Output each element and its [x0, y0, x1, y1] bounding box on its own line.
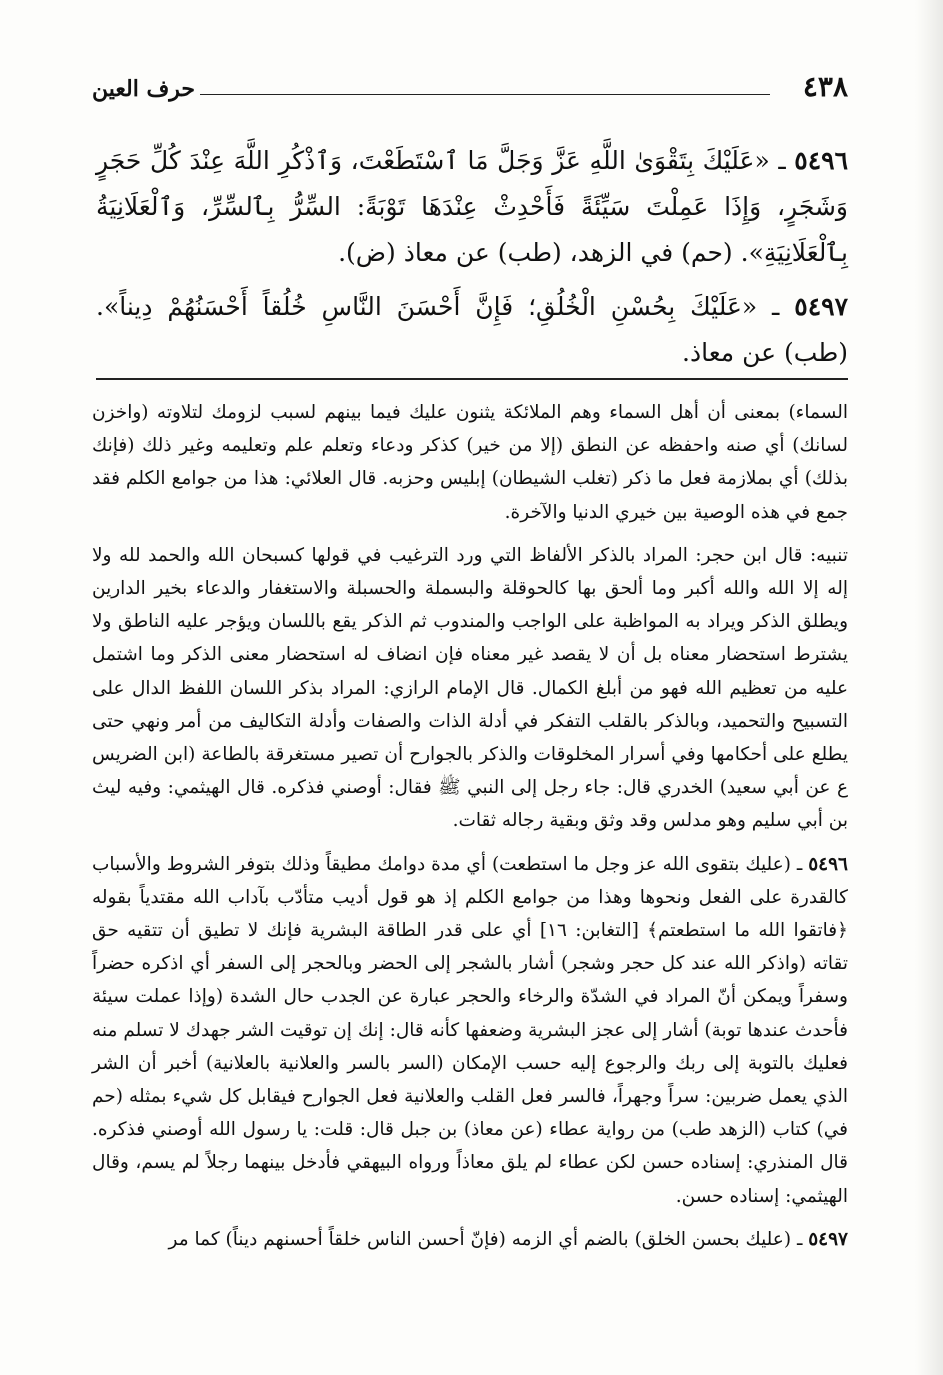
commentary-number: ٥٤٩٦: [808, 853, 848, 875]
commentary-block: [92, 396, 848, 1266]
hadith-text: ـ «عَلَيْكَ بِحُسْنِ الْخُلُقِ؛ فَإِنَّ أَحْسَنَ النَّاسِ خُلُقاً أَحْسَنُهُمْ دِيناً». (طب) عن معاذ.: [96, 292, 848, 367]
commentary-paragraph: [92, 1223, 848, 1256]
running-title: حرف العين: [92, 76, 196, 102]
commentary-text: تنبيه: قال ابن حجر: المراد بالذكر الألفاظ التي ورد الترغيب في قولها كسبحان الله والحمد لله ولا إله إلا الله والله أكبر وما ألحق بها كالحوقلة والبسملة والحسبلة والاستغفار والدعاء بخير الدارين ويطلق الذكر ويراد به المواظبة على الواجب والمندوب ثم الذكر يقع باللسان ويؤجر عليه الناطق ولا يشترط استحضار معناه بل أن لا يقصد غير معناه فإن انضاف له استحضار معنى الذكر وما اشتمل عليه من تعظيم الله فهو من أبلغ الكمال. قال الإمام الرازي: المراد بذكر اللسان اللفظ الدال على التسبيح والتحميد، وبالذكر بالقلب التفكر في أدلة الذات والصفات وأدلة التكاليف من أمر ونهي حتى يطلع على أحكامها وفي أسرار المخلوقات والذكر بالجوارح أن تصير مستغرقة بالطاعة (ابن الضريس ع عن أبي سعيد) الخدري قال: جاء رجل إلى النبي ﷺ فقال: أوصني فذكره. قال الهيثمي: وفيه ليث بن أبي سليم وهو مدلس وقد وثق وبقية رجاله ثقات.: [92, 544, 849, 832]
header-rule: [200, 94, 770, 95]
hadith-text-block: [96, 138, 848, 384]
hadith-number: ٥٤٩٦: [794, 146, 848, 175]
hadith-text: ـ «عَلَيْكَ بِتَقْوَىٰ اللَّهِ عَزَّ وَجَلَّ مَا ٱسْتَطَعْتَ، وَٱذْكُرِ اللَّهَ عِنْدَ كُلِّ حَجَرٍ وَشَجَرٍ، وَإِذَا عَمِلْتَ سَيِّئَةً فَأَحْدِثْ عِنْدَهَا تَوْبَةً: السِّرُّ بِٱلسِّرِّ، وَٱلْعَلَانِيَةُ بِٱلْعَلَانِيَةِ». (حم) في الزهد، (طب) عن معاذ (ض).: [96, 146, 848, 267]
commentary-text: السماء) بمعنى أن أهل السماء وهم الملائكة يثنون عليك فيما بينهم لسبب لزومك لتلاوته (واخزن لسانك) أي صنه واحفظه عن النطق (إلا من خير) كذكر ودعاء وتعلم علم وتعليمه وغير ذلك (فإنك بذلك) أي بملازمة فعل ما ذكر (تغلب الشيطان) إبليس وحزبه. قال العلائي: هذا من جوامع الكلم فقد جمع في هذه الوصية بين خيري الدنيا والآخرة.: [92, 402, 848, 523]
hadith-number: ٥٤٩٧: [794, 292, 848, 321]
commentary-paragraph: [92, 848, 848, 1213]
commentary-number: ٥٤٩٧: [808, 1228, 848, 1250]
page-header: [92, 70, 848, 110]
commentary-paragraph: [92, 539, 848, 838]
commentary-text: ـ (عليك بتقوى الله عز وجل ما استطعت) أي مدة دوامك مطيقاً وذلك بتوفر الشروط والأسباب كالقدرة على الفعل ونحوها وهذا من جوامع الكلم إذ هو قول أديب متأدّب بآداب الله مقتدياً بقوله ﴿فاتقوا الله ما استطعتم﴾ [التغابن: ١٦] أي على قدر الطاقة البشرية فإنك لا تطيق أن تتقيه حق تقاته (واذكر الله عند كل حجر وشجر) أشار بالشجر إلى الحضر وبالحجر إلى السفر أي اذكره حضراً وسفراً ويمكن أنّ المراد في الشدّة والرخاء والحجر عبارة عن الجدب حال الشدة (وإذا عملت سيئة فأحدث عندها توبة) أشار إلى عجز البشرية وضعفها كأنه قال: إنك إن توقيت الشر جهدك لا تسلم منه فعليك بالتوبة إلى ربك والرجوع إليه حسب الإمكان (السر بالسر والعلانية بالعلانية) أخبر أن الشر الذي يعمل ضربين: سراً وجهراً، فالسر فعل القلب والعلانية فعل الجوارح فيقابل كل شيء بمثله (حم في) كتاب (الزهد طب) من رواية عطاء (عن معاذ) بن جبل قال: قلت: يا رسول الله أوصني فذكره. قال المنذري: إسناده حسن لكن عطاء لم يلق معاذاً ورواه البيهقي فأدخل بينهما رجلاً لم يسم، وقال الهيثمي: إسناده حسن.: [92, 853, 848, 1207]
hadith-entry: [96, 284, 848, 376]
hadith-entry: [96, 138, 848, 276]
commentary-paragraph: [92, 396, 848, 529]
scan-edge-shadow: [915, 0, 943, 1375]
section-divider: [96, 378, 848, 380]
commentary-text: ـ (عليك بحسن الخلق) بالضم أي الزمه (فإنّ أحسن الناس خلقاً أحسنهم ديناً) كما مر: [168, 1228, 803, 1250]
page-number: ٤٣٨: [802, 70, 848, 103]
